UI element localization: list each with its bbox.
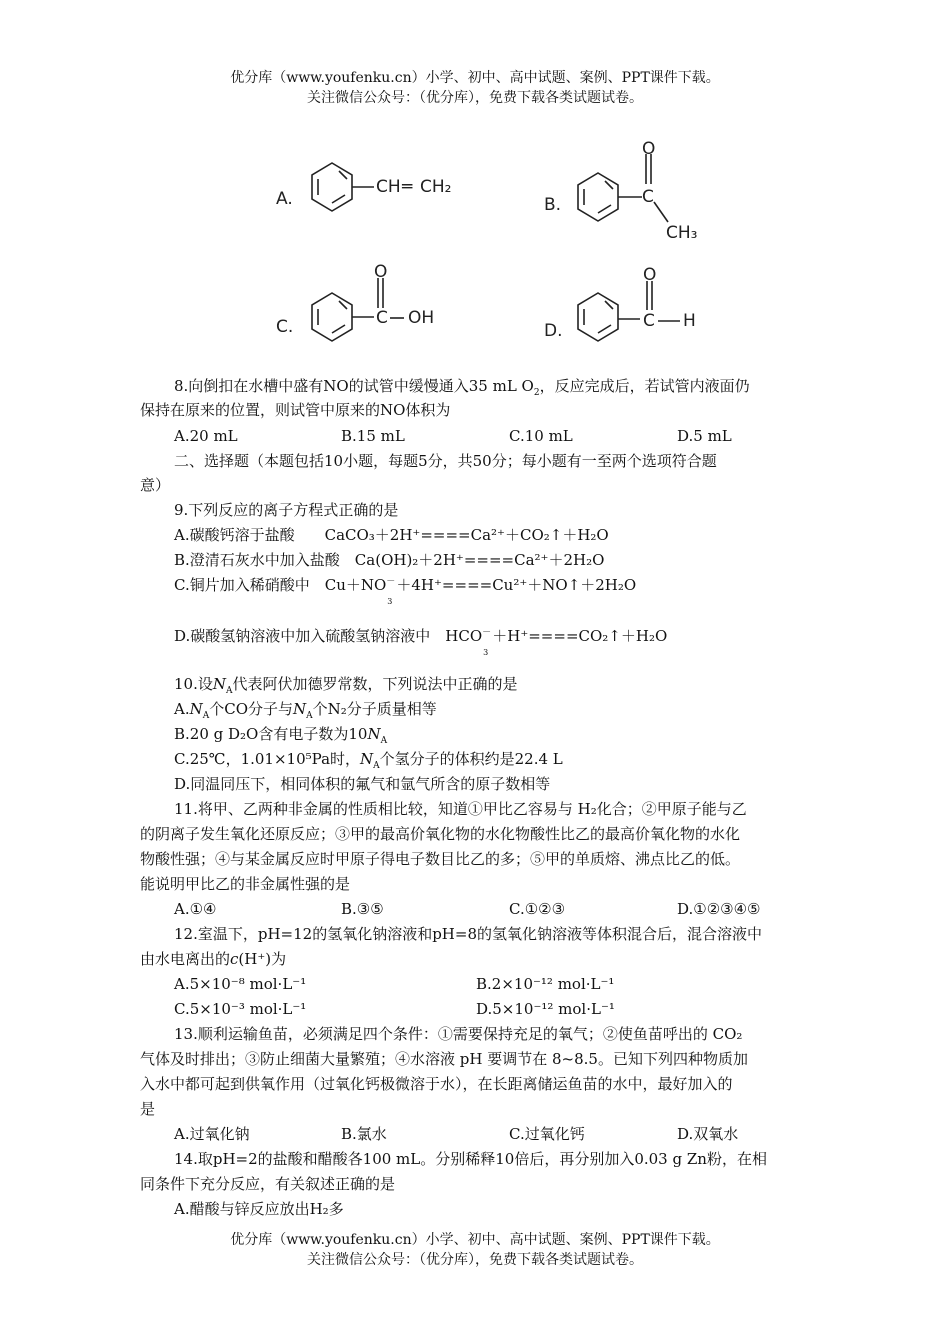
q13-line-4: 是 <box>140 1100 156 1118</box>
q11-line-3: 物酸性强；④与某金属反应时甲原子得电子数目比乙的多；⑤甲的单质熔、沸点比乙的低。 <box>140 850 741 868</box>
q14-line-2: 同条件下充分反应，有关叙述正确的是 <box>140 1175 396 1193</box>
footer-line-2: 关注微信公众号：（优分库），免费下载各类试题试卷。 <box>307 1252 643 1268</box>
q13-option-b: B.氯水 <box>341 1125 387 1143</box>
q9-d-text-a: D.碳酸氢钠溶液中加入硫酸氢钠溶液中 HCO <box>174 627 483 645</box>
q11-line-4: 能说明甲比乙的非金属性强的是 <box>140 875 351 893</box>
q13-line-3: 入水中都可起到供氧作用（过氧化钙极微溶于水），在长距离储运鱼苗的水中，最好加入的 <box>140 1075 733 1093</box>
q8-option-b: B.15 mL <box>341 427 405 445</box>
q14-option-a: A.醋酸与锌反应放出H₂多 <box>174 1200 344 1218</box>
q12-option-c: C.5×10⁻³ mol·L⁻¹ <box>174 1000 307 1018</box>
q8-line-2: 保持在原来的位置，则试管中原来的NO体积为 <box>140 401 451 419</box>
q8-line-1 <box>174 375 814 397</box>
q10-a-na-1: N <box>189 700 203 718</box>
q12-line-2 <box>140 948 812 970</box>
q10-na-sub: A <box>225 686 233 696</box>
q9-option-d <box>174 625 814 657</box>
q12-l2-c: c <box>230 950 239 968</box>
q8-option-d: D.5 mL <box>677 427 732 445</box>
structure-c-oh: OH <box>408 308 435 328</box>
structure-d-c: C <box>643 311 655 331</box>
q13-line-1: 13.顺利运输鱼苗，必须满足四个条件：①需要保持充足的氧气；②使鱼苗呼出的 CO₂ <box>174 1025 743 1043</box>
structure-c-label: C. <box>276 317 294 337</box>
q10-a-na-2: N <box>293 700 307 718</box>
q10-a-3: 个N₂分子质量相等 <box>312 700 437 718</box>
structure-a-label: A. <box>276 189 293 209</box>
q10-c-na-sub: A <box>373 761 380 771</box>
q10-option-d: D.同温同压下，相同体积的氟气和氩气所含的原子数相等 <box>174 775 551 793</box>
structure-a-ch2: CH₂ <box>420 177 452 197</box>
q9-c-sub: 3 <box>387 597 393 606</box>
section2-line-2: 意） <box>140 476 171 494</box>
structure-b-c: C <box>642 187 654 207</box>
q13-option-d: D.双氧水 <box>677 1125 739 1143</box>
q8-text-b: ，反应完成后，若试管内液面仍 <box>539 377 750 395</box>
q10-option-b <box>174 723 814 745</box>
q12-option-d: D.5×10⁻¹² mol·L⁻¹ <box>476 1000 615 1018</box>
q8-text-a: 8.向倒扣在水槽中盛有NO的试管中缓慢通入35 mL O <box>174 377 534 395</box>
structure-figure <box>270 140 750 370</box>
q8-sub: 2 <box>533 388 540 398</box>
q9-stem: 9.下列反应的离子方程式正确的是 <box>174 501 399 519</box>
q9-option-c <box>174 574 814 606</box>
q10-na: N <box>212 675 226 693</box>
structure-d-h: H <box>683 311 696 331</box>
q10-a-2: 个CO分子与 <box>209 700 294 718</box>
q12-option-a: A.5×10⁻⁸ mol·L⁻¹ <box>174 975 307 993</box>
q11-option-d: D.①②③④⑤ <box>677 900 761 918</box>
q12-l2-a: 由水电离出的 <box>140 950 231 968</box>
q13-option-a: A.过氧化钠 <box>174 1125 250 1143</box>
section2-line-1: 二、选择题（本题包括10小题，每题5分，共50分；每小题有一至两个选项符合题 <box>174 452 717 470</box>
q9-c-charge: － <box>386 577 396 587</box>
q10-b-na-sub: A <box>380 736 388 746</box>
q9-d-sub: 3 <box>483 648 489 657</box>
footer-line-1: 优分库（www.youfenku.cn）小学、初中、高中试题、案例、PPT课件下载。 <box>230 1232 720 1248</box>
q10-stem-a: 10.设 <box>174 675 213 693</box>
q10-c-na: N <box>360 750 374 768</box>
q12-l2-b: (H⁺)为 <box>238 950 287 968</box>
q9-c-text-b: ＋4H⁺====Cu²⁺＋NO↑＋2H₂O <box>396 576 637 594</box>
q13-option-c: C.过氧化钙 <box>509 1125 585 1143</box>
q11-option-c: C.①②③ <box>509 900 566 918</box>
structure-b-ch3: CH₃ <box>666 223 698 243</box>
q9-c-text-a: C.铜片加入稀硝酸中 Cu＋NO <box>174 576 387 594</box>
q10-c-1: C.25℃，1.01×10⁵Pa时， <box>174 750 361 768</box>
q9-d-text-b: ＋H⁺====CO₂↑＋H₂O <box>492 627 668 645</box>
q11-line-1: 11.将甲、乙两种非金属的性质相比较，知道①甲比乙容易与 H₂化合；②甲原子能与乙 <box>174 800 747 818</box>
q10-c-2: 个氢分子的体积约是22.4 L <box>379 750 563 768</box>
q11-option-a: A.①④ <box>174 900 217 918</box>
q9-option-b: B.澄清石灰水中加入盐酸 Ca(OH)₂＋2H⁺====Ca²⁺＋2H₂O <box>174 551 605 569</box>
q10-stem-b: 代表阿伏加德罗常数，下列说法中正确的是 <box>232 675 518 693</box>
structure-svg <box>270 140 750 370</box>
structure-a-ch: CH <box>376 177 401 197</box>
header-line-1: 优分库（www.youfenku.cn）小学、初中、高中试题、案例、PPT课件下载。 <box>230 70 720 86</box>
structure-d-o: O <box>643 265 657 285</box>
structure-c-o: O <box>374 262 388 282</box>
q10-a-1: A. <box>174 700 190 718</box>
q10-a-na-sub-1: A <box>202 711 210 721</box>
structure-a-double-bond: ═ <box>402 177 413 197</box>
q12-line-1: 12.室温下，pH=12的氢氧化钠溶液和pH=8的氢氧化钠溶液等体积混合后，混合溶液中 <box>174 925 762 943</box>
q9-d-charge: － <box>482 628 492 638</box>
q10-stem <box>174 673 814 695</box>
header-line-2: 关注微信公众号：（优分库），免费下载各类试题试卷。 <box>307 90 643 106</box>
q10-option-c <box>174 748 814 770</box>
q9-option-a: A.碳酸钙溶于盐酸 CaCO₃＋2H⁺====Ca²⁺＋CO₂↑＋H₂O <box>174 526 609 544</box>
structure-c-c: C <box>376 308 388 328</box>
q11-line-2: 的阴离子发生氧化还原反应；③甲的最高价氧化物的水化物酸性比乙的最高价氧化物的水化 <box>140 825 741 843</box>
q8-option-a: A.20 mL <box>174 427 238 445</box>
q10-b-1: B.20 g D₂O含有电子数为10 <box>174 725 368 743</box>
q14-line-1: 14.取pH=2的盐酸和醋酸各100 mL。分别稀释10倍后，再分别加入0.03 g Zn粉，在相 <box>174 1150 767 1168</box>
q8-option-c: C.10 mL <box>509 427 573 445</box>
q10-a-na-sub-2: A <box>306 711 313 721</box>
q10-b-na: N <box>367 725 381 743</box>
structure-b-o: O <box>642 140 656 159</box>
structure-b-label: B. <box>544 195 562 215</box>
q13-line-2: 气体及时排出；③防止细菌大量繁殖；④水溶液 pH 要调节在 8~8.5。已知下列四种物质加 <box>140 1050 748 1068</box>
structure-d-label: D. <box>544 321 563 341</box>
q11-option-b: B.③⑤ <box>341 900 384 918</box>
q10-option-a <box>174 698 814 720</box>
q12-option-b: B.2×10⁻¹² mol·L⁻¹ <box>476 975 615 993</box>
